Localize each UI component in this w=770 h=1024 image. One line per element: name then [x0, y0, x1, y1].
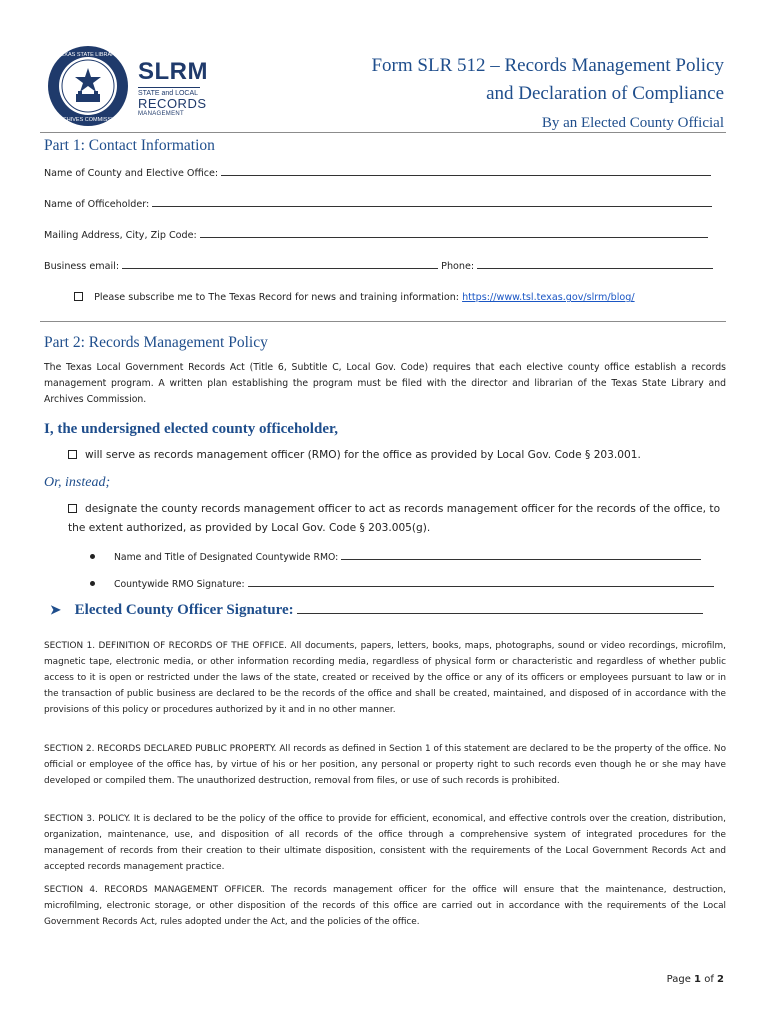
officer-signature-label: Elected County Officer Signature: [74, 602, 294, 618]
officer-signature-input[interactable] [297, 600, 703, 614]
svg-text:ARCHIVES COMMISSION: ARCHIVES COMMISSION [55, 117, 121, 123]
rmo-signature-input[interactable] [248, 577, 714, 587]
officeholder-field [44, 197, 712, 210]
email-input[interactable] [122, 259, 438, 269]
address-label: Mailing Address, City, Zip Code: [44, 230, 197, 241]
section-4: SECTION 4. RECORDS MANAGEMENT OFFICER. The records management officer for the office will ensure that the maintenance, destruction, microfilming, electronic storage, or other disposition of the records of this office are carried out in accordance with the requirements of the Local Government Records Act, rules adopted under the Act, and the policies of the office. [44, 885, 726, 927]
address-field [44, 228, 708, 241]
rmo-name-input[interactable] [341, 550, 701, 560]
option-designate-rmo-text: designate the county records management officer to act as records management officer for the records of the office, to the extent authorized, as provided by Local Gov. Code § 203.005(g). [68, 503, 721, 534]
logo-line-2: RECORDS [138, 96, 207, 111]
section-3: SECTION 3. POLICY. It is declared to be the policy of the office to provide for efficient, economical, and effective controls over the creation, distribution, organization, maintenance, use, and disposition of all records of the office through a comprehensive system of integrated procedures for the management of records from their creation to their ultimate disposition, consistent with the requirements of the Local Government Records Act and accepted records management practice. [44, 814, 726, 872]
phone-input[interactable] [477, 259, 713, 269]
serve-rmo-checkbox[interactable] [68, 450, 77, 459]
part2-heading: Part 2: Records Management Policy [44, 334, 268, 351]
email-phone-field [44, 259, 713, 272]
subscribe-row [74, 292, 635, 303]
email-label: Business email: [44, 261, 120, 272]
bullet-rmo-signature [90, 577, 714, 590]
divider [40, 132, 726, 133]
officeholder-input[interactable] [152, 197, 712, 207]
arrow-right-icon: ➤ [50, 602, 61, 617]
page-of: of [704, 974, 714, 985]
form-title-line-2: and Declaration of Compliance [486, 83, 724, 104]
part1-heading: Part 1: Contact Information [44, 137, 215, 154]
bullet-rmo-name [90, 550, 701, 563]
option-serve-rmo-text: will serve as records management officer (RMO) for the office as provided by Local Gov. Code § 203.001. [85, 449, 641, 461]
seal-icon [46, 44, 130, 128]
divider [40, 321, 726, 322]
officeholder-label: Name of Officeholder: [44, 199, 150, 210]
section-1: SECTION 1. DEFINITION OF RECORDS OF THE OFFICE. All documents, papers, letters, books, maps, photographs, sound or video recordings, microfilm, magnetic tape, electronic media, or other information recording media, regardless of physical form or characteristic and regardless of whether public access to it is open or restricted under the laws of the state, created or received by the office or any of its officers or employees pursuant to law or in the transaction of public business are declared to be the records of the office and shall be created, maintained, and disposed of in accordance with the provisions of this policy or procedures authorized by it and in no other manner. [44, 641, 726, 715]
form-subtitle: By an Elected County Official [541, 115, 724, 131]
page-number [667, 974, 724, 985]
logo-line-3: MANAGEMENT [138, 111, 185, 117]
subscribe-checkbox[interactable] [74, 292, 83, 301]
blog-link[interactable]: https://www.tsl.texas.gov/slrm/blog/ [462, 292, 635, 303]
or-instead-label: Or, instead; [44, 475, 111, 490]
county-office-field [44, 166, 711, 179]
rmo-signature-label: Countywide RMO Signature: [113, 579, 245, 590]
subscribe-text: Please subscribe me to The Texas Record for news and training information: [94, 292, 460, 303]
logo-acronym: SLRM [138, 58, 208, 85]
bullet-icon [90, 554, 95, 559]
officer-signature-row [50, 600, 703, 619]
phone-label: Phone: [441, 261, 475, 272]
svg-text:TEXAS STATE LIBRARY: TEXAS STATE LIBRARY [57, 52, 119, 58]
page-prefix: Page [666, 974, 691, 985]
section-2: SECTION 2. RECORDS DECLARED PUBLIC PROPERTY. All records as defined in Section 1 of this statement are declared to be the property of the office. No official or employee of the office has, by virtue of his or her position, any personal or property right to such records even though he or she may have developed or compiled them. The unauthorized destruction, removal from files, or use of such records is prohibited. [44, 744, 726, 786]
rmo-name-label: Name and Title of Designated Countywide RMO: [113, 552, 339, 563]
form-title-block [371, 52, 724, 134]
option-serve-rmo [68, 446, 726, 465]
address-input[interactable] [200, 228, 708, 238]
slrm-logo [46, 44, 216, 124]
designate-rmo-checkbox[interactable] [68, 504, 77, 513]
logo-wordmark [138, 60, 218, 117]
county-office-label: Name of County and Elective Office: [44, 168, 219, 179]
page-total: 2 [717, 974, 724, 985]
declaration-heading: I, the undersigned elected county officeholder, [44, 421, 339, 437]
page-current: 1 [694, 974, 702, 985]
logo-line-1: STATE and LOCAL [138, 87, 200, 97]
bullet-icon [90, 581, 95, 586]
county-office-input[interactable] [221, 166, 711, 176]
option-designate-rmo [68, 500, 726, 538]
part2-intro: The Texas Local Government Records Act (Title 6, Subtitle C, Local Gov. Code) requires that each elective county office establish a records management program. A written plan establishing the program must be filed with the director and librarian of the Texas State Library and Archives Commission. [44, 362, 726, 405]
form-title-line-1: Form SLR 512 – Records Management Policy [371, 55, 724, 76]
